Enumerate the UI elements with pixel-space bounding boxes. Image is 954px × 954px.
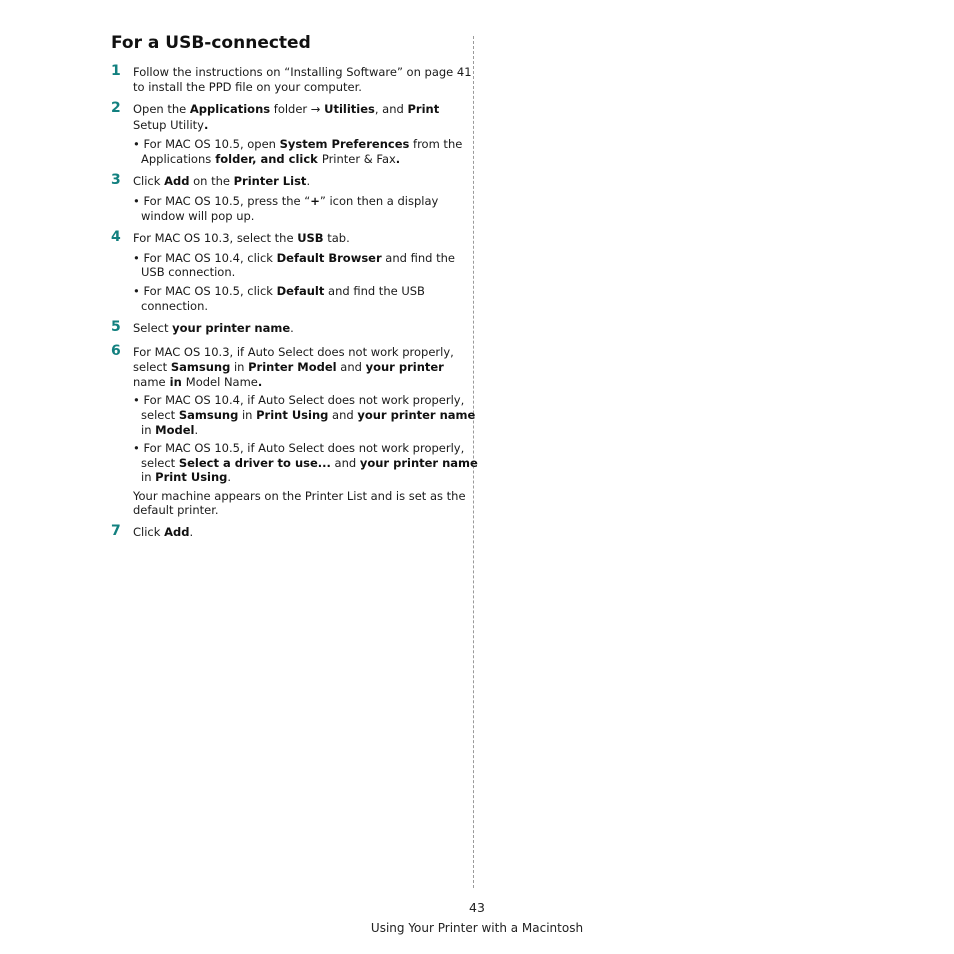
bold-term: Print Using (256, 408, 329, 422)
text-run: USB connection. (141, 265, 236, 279)
step-4-bullet-line (133, 251, 455, 266)
text-run: Applications (141, 152, 212, 166)
bold-term: your printer name (357, 408, 476, 422)
step-4-bullet-line (141, 265, 235, 280)
text-run: • For MAC OS 10.4, if Auto Select does not work properly, (133, 393, 465, 407)
bold-term: your printer name (172, 321, 291, 335)
step-2-text-line (133, 102, 439, 117)
text-run: ” icon then a display (319, 194, 439, 208)
bold-term: folder, and click (211, 152, 322, 166)
text-run: from the (409, 137, 463, 151)
text-run: and (336, 360, 366, 374)
text-run: in (141, 470, 156, 484)
step-number-6: 6 (111, 343, 121, 359)
step-2-text-line (133, 118, 208, 133)
bold-term: Default (276, 284, 325, 298)
text-run: Model Name (185, 375, 258, 389)
step-3-text-line (133, 174, 310, 189)
step-6-bullet-line (141, 456, 478, 471)
bold-term: Select a driver to use... (178, 456, 331, 470)
step-2-bullet-line (141, 152, 400, 167)
step-number-7: 7 (111, 523, 121, 539)
step-6-note-line (133, 489, 466, 504)
text-run: , and (374, 102, 408, 116)
text-run: Your machine appears on the Printer List and is set as the (133, 489, 466, 503)
step-6-text-line (133, 360, 444, 375)
text-run: • For MAC OS 10.5, click (133, 284, 277, 298)
text-run: For MAC OS 10.3, select the (133, 231, 298, 245)
step-6-bullet-line (141, 470, 231, 485)
text-run: in (141, 423, 156, 437)
text-run: and find the (381, 251, 455, 265)
bold-term: Add (164, 525, 190, 539)
text-run: select (141, 408, 179, 422)
text-run: to install the PPD file on your computer. (133, 80, 362, 94)
text-run: on the (189, 174, 234, 188)
bold-term: your printer name (359, 456, 478, 470)
text-run: For MAC OS 10.3, if Auto Select does not work properly, (133, 345, 454, 359)
bold-term: Utilities (324, 102, 375, 116)
step-7-text-line (133, 525, 193, 540)
text-run: . (189, 525, 194, 539)
text-run: in (238, 408, 257, 422)
text-run: Click (133, 525, 165, 539)
step-6-text-line (133, 375, 262, 390)
step-2-bullet-line (133, 137, 462, 152)
text-run: • For MAC OS 10.4, click (133, 251, 277, 265)
footer-section-title: Using Your Printer with a Macintosh (370, 921, 584, 935)
step-4-text-line (133, 231, 350, 246)
step-6-bullet-line (133, 441, 464, 456)
text-run: Open the (133, 102, 190, 116)
step-1-text-line (133, 80, 362, 95)
step-3-bullet-line (141, 209, 254, 224)
text-run: and find the USB (324, 284, 425, 298)
bold-term: Applications (189, 102, 271, 116)
step-5-text-line (133, 321, 294, 336)
page-number: 43 (469, 900, 485, 915)
section-heading: For a USB-connected (111, 33, 311, 53)
text-run: default printer. (133, 503, 219, 517)
text-run: select (133, 360, 171, 374)
bold-term: in (165, 375, 186, 389)
text-run: Follow the instructions on “Installing Software” on page 41 (133, 65, 472, 79)
bold-term: . (395, 152, 401, 166)
text-run: . (227, 470, 232, 484)
bold-term: . (257, 375, 263, 389)
text-run: connection. (141, 299, 209, 313)
text-run: in (230, 360, 249, 374)
text-run: • For MAC OS 10.5, if Auto Select does not work properly, (133, 441, 465, 455)
bold-term: your printer (365, 360, 444, 374)
step-number-5: 5 (111, 319, 121, 335)
step-6-bullet-line (141, 408, 475, 423)
text-run: . (290, 321, 294, 335)
bold-term: Samsung (178, 408, 239, 422)
bold-term: Samsung (170, 360, 231, 374)
text-run: and (328, 408, 358, 422)
bold-term: Default Browser (276, 251, 382, 265)
bold-term: Printer Model (248, 360, 337, 374)
text-run: . (194, 423, 199, 437)
text-run: name (133, 375, 166, 389)
bold-term: Print Using (155, 470, 228, 484)
text-run: tab. (323, 231, 350, 245)
step-4-bullet-line (141, 299, 208, 314)
text-run: • For MAC OS 10.5, press the “ (133, 194, 311, 208)
text-run: and (330, 456, 360, 470)
bold-term: Print (407, 102, 440, 116)
step-6-note-line (133, 503, 219, 518)
text-run: Click (133, 174, 165, 188)
text-run: . (306, 174, 311, 188)
step-number-1: 1 (111, 63, 121, 79)
text-run: window will pop up. (141, 209, 255, 223)
text-run: Setup Utility (133, 118, 204, 132)
step-3-bullet-line (133, 194, 438, 209)
text-run: • For MAC OS 10.5, open (133, 137, 280, 151)
text-run: Printer & Fax (321, 152, 396, 166)
bold-term: Add (164, 174, 190, 188)
step-1-text-line (133, 65, 472, 80)
bold-term: Model (155, 423, 195, 437)
text-run: Select (133, 321, 173, 335)
step-number-2: 2 (111, 100, 121, 116)
text-run: folder → (270, 102, 325, 116)
step-6-bullet-line (141, 423, 198, 438)
bold-term: USB (297, 231, 324, 245)
bold-term: . (203, 118, 209, 132)
bold-term: + (310, 194, 320, 208)
step-6-text-line (133, 345, 454, 360)
step-number-4: 4 (111, 229, 121, 245)
step-6-bullet-line (133, 393, 464, 408)
bold-term: Printer List (233, 174, 307, 188)
bold-term: System Preferences (279, 137, 410, 151)
text-run: select (141, 456, 179, 470)
step-4-bullet-line (133, 284, 425, 299)
step-number-3: 3 (111, 172, 121, 188)
